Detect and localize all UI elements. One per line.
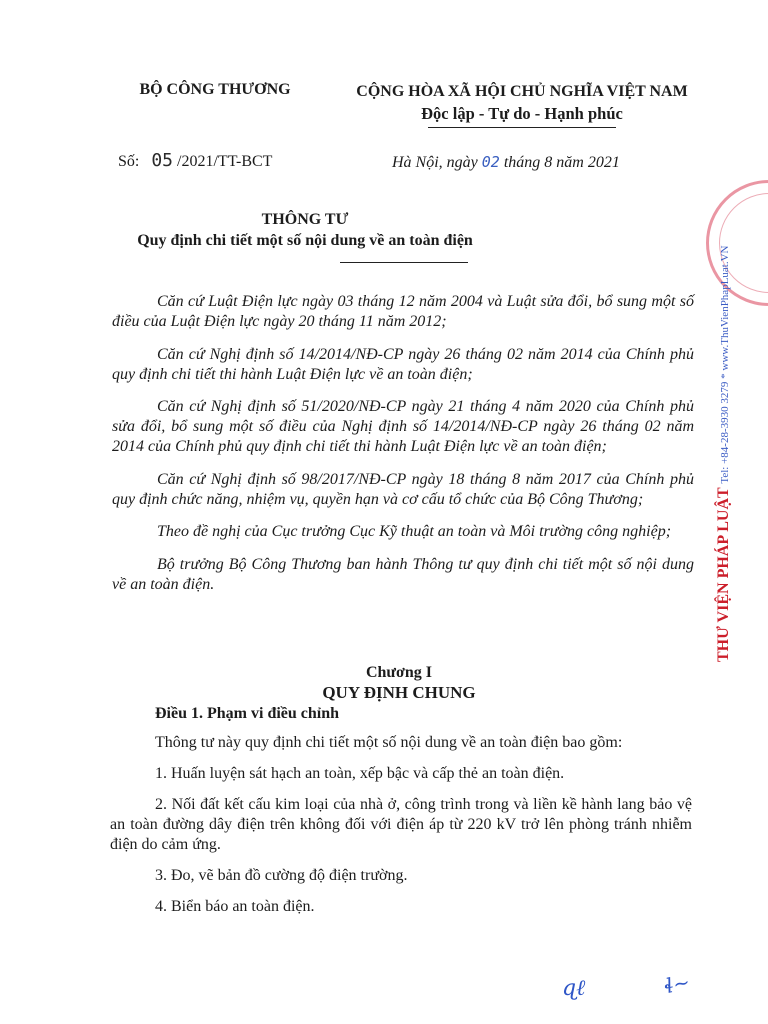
article-heading: Điều 1. Phạm vi điều chỉnh [155,705,340,722]
basis-paragraph: Theo đề nghị của Cục trưởng Cục Kỹ thuật an toàn và Môi trường công nghiệp; [157,523,672,540]
article-paragraph: Thông tư này quy định chi tiết một số nội dung về an toàn điện bao gồm: [155,734,623,751]
national-heading [322,81,722,128]
nation-name: CỘNG HÒA XÃ HỘI CHỦ NGHĨA VIỆT NAM [356,83,688,100]
basis-paragraph: Căn cứ Nghị định số 14/2014/NĐ-CP ngày 26 tháng 02 năm 2014 của Chính phủ quy định chi tiết thi hành Luật Điện lực về an toàn điện; [112,345,694,383]
basis-paragraph: Bộ trưởng Bộ Công Thương ban hành Thông tư quy định chi tiết một số nội dung về an toàn điện. [112,555,694,593]
article-paragraph: 2. Nối đất kết cấu kim loại của nhà ở, công trình trong và liền kề hành lang bảo vệ an toàn đường dây điện trên không đối với điện áp từ 220 kV trở lên phòng tránh nhiễm điện do cảm ứng. [110,796,692,853]
title-underline [340,262,468,263]
document-title: Quy định chi tiết một số nội dung về an toàn điện [137,232,473,249]
watermark-contact: Tel: +84-28-3930 3279 * www.ThuVienPhapLuat.VN [719,245,731,484]
motto-underline [428,127,616,128]
article-paragraph: 4. Biển báo an toàn điện. [155,898,315,915]
library-watermark [710,210,738,662]
date-rest: tháng 8 năm 2021 [503,154,620,171]
number-prefix: Số: [118,153,140,170]
article-body [110,733,692,928]
document-number [118,150,272,171]
chapter-heading [0,663,768,703]
document-type: THÔNG TƯ [261,211,349,228]
basis-paragraph: Căn cứ Luật Điện lực ngày 03 tháng 12 năm 2004 và Luật sửa đổi, bổ sung một số điều của Luật Điện lực ngày 20 tháng 11 năm 2012; [112,293,694,330]
chapter-name: QUY ĐỊNH CHUNG [322,683,476,702]
legal-basis [112,292,694,607]
basis-paragraph: Căn cứ Nghị định số 51/2020/NĐ-CP ngày 21 tháng 4 năm 2020 của Chính phủ sửa đổi, bổ sung một số điều của Nghị định số 14/2014/NĐ-CP ngày 26 tháng 02 năm 2014 của Chính phủ quy định chi tiết thi hành Luật Điện lực về an toàn điện; [112,398,694,455]
chapter-label: Chương I [365,664,433,681]
handwritten-number: 05 [151,150,174,171]
date-prefix: Hà Nội, ngày [392,154,478,171]
watermark-library: THƯ VIỆN PHÁP LUẬT [715,487,732,662]
basis-paragraph: Căn cứ Nghị định số 98/2017/NĐ-CP ngày 18 tháng 8 năm 2017 của Chính phủ quy định chức năng, nhiệm vụ, quyền hạn và cơ cấu tổ chức của Bộ Công Thương; [112,470,694,508]
article-paragraph: 3. Đo, vẽ bản đồ cường độ điện trường. [155,867,408,884]
issue-date [392,153,620,172]
handwritten-day: 02 [481,153,500,171]
national-motto: Độc lập - Tự do - Hạnh phúc [421,104,623,123]
number-suffix: /2021/TT-BCT [177,153,273,170]
approval-signature: ɬ~ [661,969,693,999]
article-paragraph: 1. Huấn luyện sát hạch an toàn, xếp bậc và cấp thẻ an toàn điện. [155,765,565,782]
issuing-ministry: BỘ CÔNG THƯƠNG [139,81,291,98]
initial-signature: ɋℓ [562,976,586,1001]
